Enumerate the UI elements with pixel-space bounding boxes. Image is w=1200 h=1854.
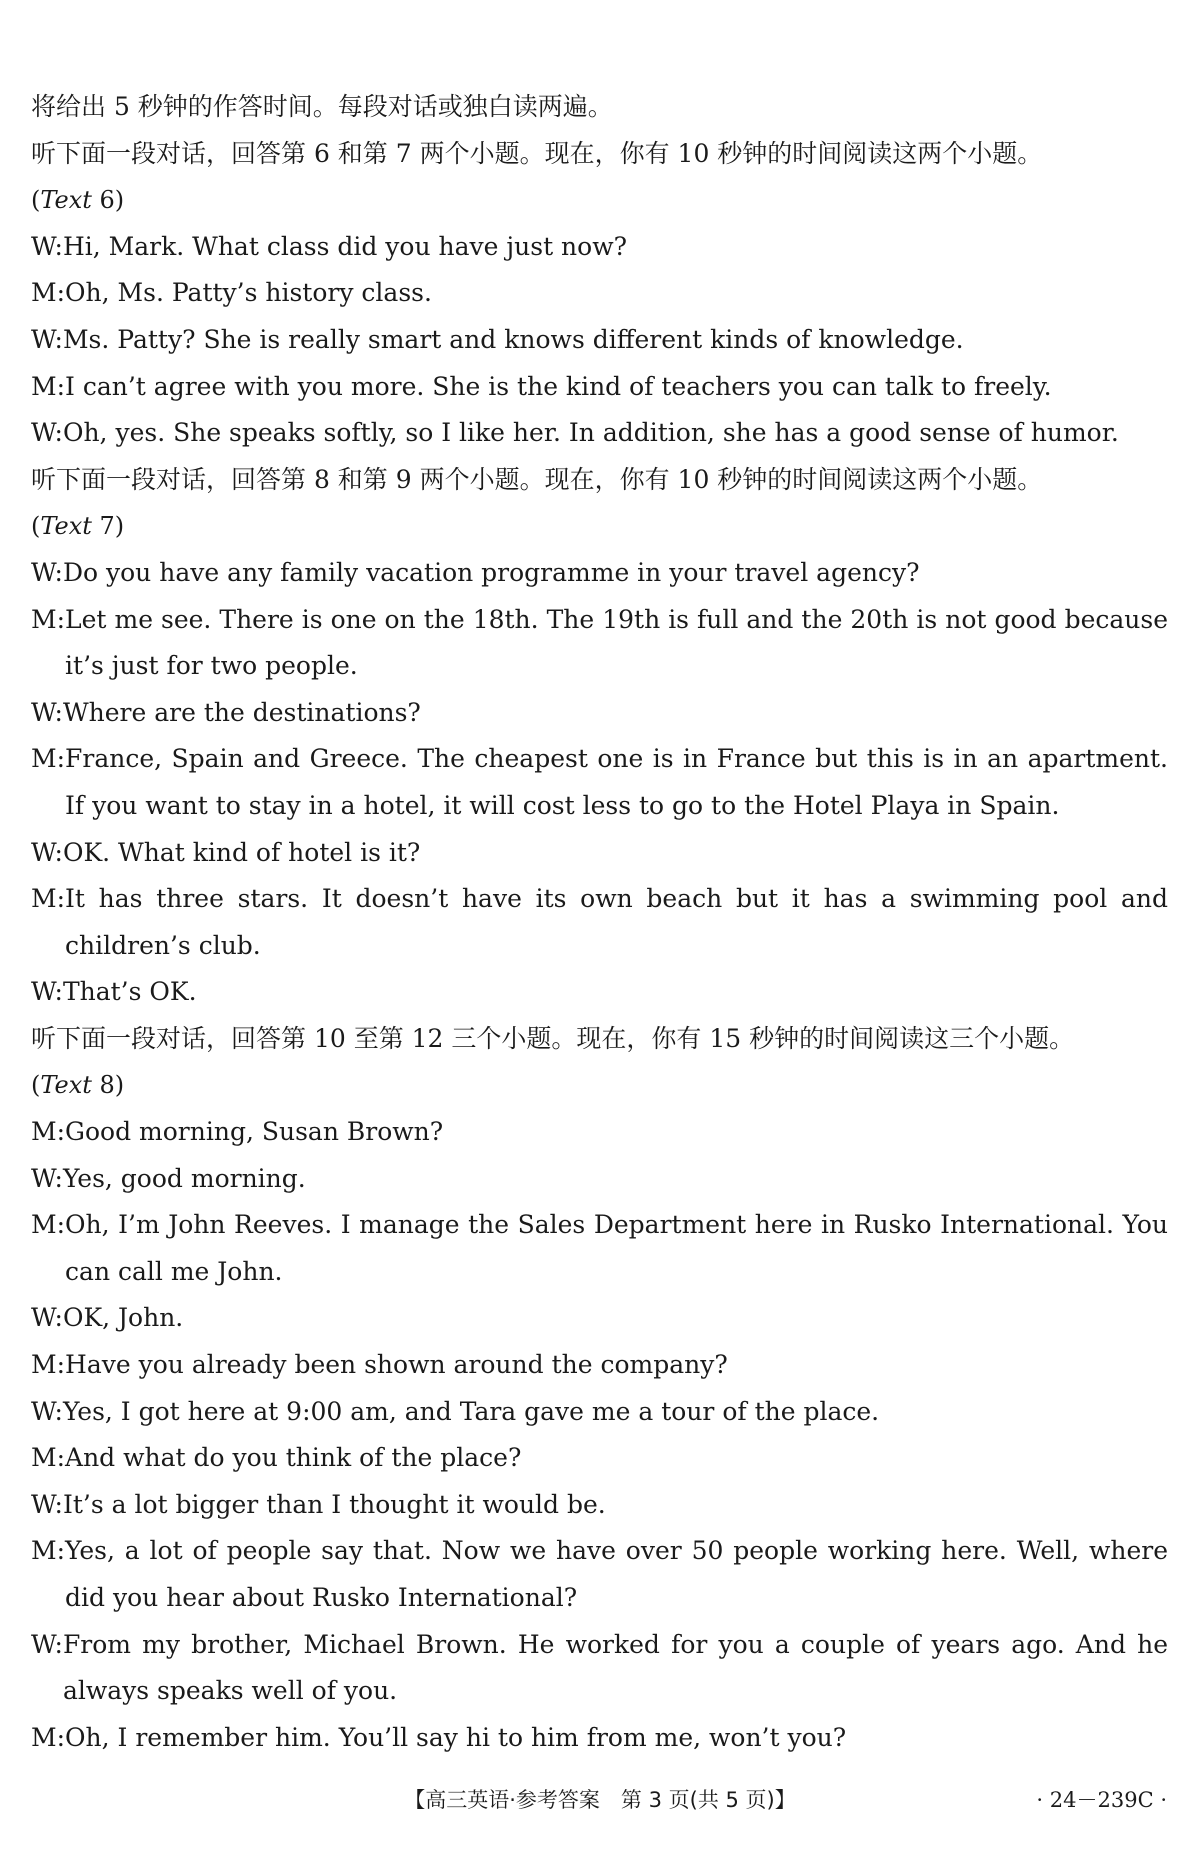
speaker-label: W: — [31, 697, 63, 727]
speaker-label: M: — [31, 1536, 66, 1566]
text-label — [31, 503, 1168, 550]
speaker-label: W: — [31, 557, 63, 587]
utterance-text: Oh, yes. She speaks softly, so I like her. In addition, she has a good sense of humor. — [62, 418, 1119, 448]
text-label-number: 6) — [91, 186, 125, 215]
speaker-label: M: — [31, 1350, 66, 1380]
utterance-text: OK, John. — [62, 1303, 184, 1333]
utterance-text: Yes, a lot of people say that. Now we have over 50 people working here. Well, where did you hear about Rusko International? — [65, 1536, 1168, 1612]
dialogue-turn — [31, 736, 1168, 829]
speaker-label: M: — [31, 371, 66, 401]
text-label-open: ( — [31, 1071, 41, 1100]
text-label — [31, 1062, 1168, 1109]
text-label-number: 8) — [91, 1071, 125, 1100]
speaker-label: M: — [31, 604, 66, 634]
utterance-text: Oh, I’m John Reeves. I manage the Sales Department here in Rusko International. You can call me John. — [65, 1210, 1168, 1286]
speaker-label: W: — [31, 1489, 63, 1519]
speaker-label: M: — [31, 278, 66, 308]
dialogue-turn — [31, 317, 1168, 364]
dialogue-turn — [31, 364, 1168, 411]
utterance-text: Have you already been shown around the company? — [65, 1350, 728, 1380]
dialogue-turn — [31, 1342, 1168, 1389]
footer-page-info: 【高三英语·参考答案 第 3 页(共 5 页)】 — [404, 1788, 796, 1812]
utterance-text: Where are the destinations? — [62, 697, 421, 727]
speaker-label: M: — [31, 884, 66, 914]
utterance-text: And what do you think of the place? — [65, 1443, 522, 1473]
speaker-label: W: — [31, 837, 63, 867]
speaker-label: W: — [31, 1303, 63, 1333]
speaker-label: W: — [31, 1396, 63, 1426]
speaker-label: W: — [31, 418, 63, 448]
dialogue-turn — [31, 830, 1168, 877]
dialogue-turn — [31, 597, 1168, 690]
utterance-text: Hi, Mark. What class did you have just now? — [62, 231, 628, 261]
dialogue-turn — [31, 1156, 1168, 1203]
dialogue-turn — [31, 410, 1168, 457]
dialogue-turn — [31, 270, 1168, 317]
dialogue-turn — [31, 1295, 1168, 1342]
text-label-number: 7) — [91, 512, 125, 541]
page-footer — [0, 1780, 1200, 1820]
speaker-label: M: — [31, 1443, 66, 1473]
speaker-label: W: — [31, 977, 63, 1007]
dialogue-turn — [31, 1528, 1168, 1621]
utterance-text: Good morning, Susan Brown? — [65, 1117, 444, 1147]
text-label-word: Text — [40, 1071, 92, 1100]
dialogue-turn — [31, 1389, 1168, 1436]
section-instruction: 听下面一段对话，回答第 6 和第 7 两个小题。现在，你有 10 秒钟的时间阅读这两个小题。 — [31, 138, 1043, 168]
dialogue-turn — [31, 1715, 1168, 1762]
utterance-text: That’s OK. — [62, 977, 197, 1007]
section-instruction: 听下面一段对话，回答第 10 至第 12 三个小题。现在，你有 15 秒钟的时间阅读这三个小题。 — [31, 1023, 1075, 1053]
dialogue-turn — [31, 1109, 1168, 1156]
dialogue-turn — [31, 550, 1168, 597]
utterance-text: From my brother, Michael Brown. He worked for you a couple of years ago. And he always speaks well of you. — [62, 1629, 1168, 1706]
speaker-label: W: — [31, 324, 63, 354]
utterance-text: Yes, good morning. — [62, 1163, 306, 1193]
speaker-label: M: — [31, 1117, 66, 1147]
speaker-label: W: — [31, 231, 63, 261]
dialogue-turn — [31, 1202, 1168, 1295]
utterance-text: I can’t agree with you more. She is the kind of teachers you can talk to freely. — [65, 371, 1052, 401]
utterance-text: OK. What kind of hotel is it? — [62, 837, 421, 867]
utterance-text: Oh, Ms. Patty’s history class. — [65, 278, 432, 308]
dialogue-turn — [31, 224, 1168, 271]
speaker-label: M: — [31, 744, 66, 774]
utterance-text: Let me see. There is one on the 18th. The 19th is full and the 20th is not good because it’s just for two people. — [65, 604, 1168, 681]
text-label-word: Text — [40, 186, 92, 215]
text-label — [31, 177, 1168, 224]
dialogue-turn — [31, 1435, 1168, 1482]
dialogue-turn — [31, 876, 1168, 969]
text-label-open: ( — [31, 186, 41, 215]
text-label-word: Text — [40, 512, 92, 541]
speaker-label: W: — [31, 1163, 63, 1193]
utterance-text: It has three stars. It doesn’t have its own beach but it has a swimming pool and children’s club. — [65, 884, 1168, 960]
dialogue-turn — [31, 969, 1168, 1016]
document-body — [31, 84, 1168, 1761]
section-instruction: 将给出 5 秒钟的作答时间。每段对话或独白读两遍。 — [31, 92, 613, 121]
utterance-text: Oh, I remember him. You’ll say hi to him from me, won’t you? — [65, 1722, 847, 1752]
dialogue-turn — [31, 1622, 1168, 1715]
utterance-text: Do you have any family vacation programme in your travel agency? — [62, 557, 920, 587]
utterance-text: France, Spain and Greece. The cheapest one is in France but this is in an apartment. If you want to stay in a hotel, it will cost less to go to the Hotel Playa in Spain. — [65, 744, 1168, 820]
speaker-label: M: — [31, 1210, 66, 1240]
utterance-text: Yes, I got here at 9:00 am, and Tara gave me a tour of the place. — [62, 1396, 880, 1426]
text-label-open: ( — [31, 512, 41, 541]
utterance-text: It’s a lot bigger than I thought it would be. — [62, 1489, 606, 1519]
dialogue-turn — [31, 1482, 1168, 1529]
section-instruction: 听下面一段对话，回答第 8 和第 9 两个小题。现在，你有 10 秒钟的时间阅读这两个小题。 — [31, 464, 1043, 494]
speaker-label: M: — [31, 1722, 66, 1752]
dialogue-turn — [31, 690, 1168, 737]
speaker-label: W: — [31, 1629, 63, 1659]
utterance-text: Ms. Patty? She is really smart and knows different kinds of knowledge. — [62, 324, 964, 354]
footer-exam-code: · 24－239C · — [1036, 1788, 1167, 1812]
